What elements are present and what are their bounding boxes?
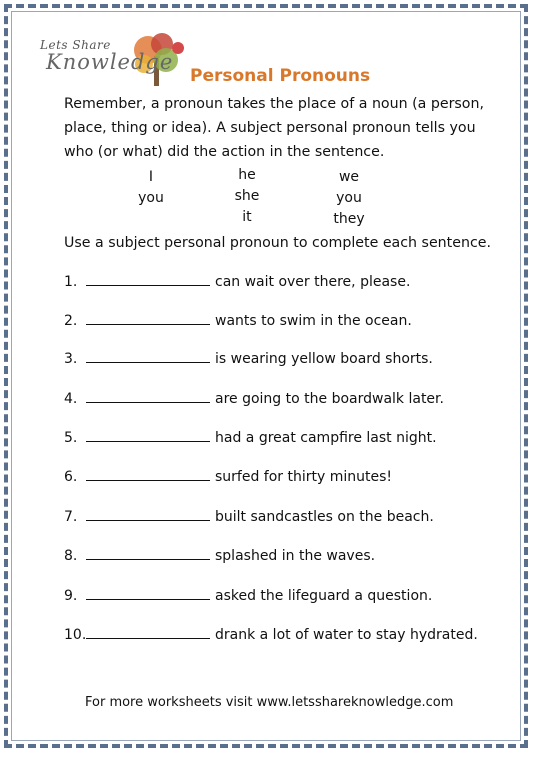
item-text: wants to swim in the ocean. (215, 313, 412, 329)
intro-line: Remember, a pronoun takes the place of a noun (a person, (64, 96, 484, 112)
answer-blank[interactable] (86, 585, 210, 600)
answer-blank[interactable] (86, 388, 210, 403)
item-text: drank a lot of water to stay hydrated. (215, 627, 478, 643)
site-logo (36, 28, 186, 88)
item-number: 6. (64, 469, 78, 485)
pronoun: they (333, 211, 365, 227)
pronoun: I (148, 169, 154, 185)
item-number: 8. (64, 548, 78, 564)
page-title: Personal Pronouns (190, 66, 371, 86)
pronoun: she (234, 188, 260, 204)
exercise-item (64, 348, 433, 367)
pronoun: it (242, 209, 252, 225)
instruction-text: Use a subject personal pronoun to complete each sentence. (64, 235, 491, 251)
exercise-item (64, 624, 478, 643)
pronoun: you (138, 190, 164, 206)
exercise-item (64, 310, 412, 329)
pronoun: you (336, 190, 362, 206)
exercise-item (64, 427, 437, 446)
logo-text-line1: Lets Share (40, 38, 111, 52)
exercise-item (64, 466, 392, 485)
item-text: are going to the boardwalk later. (215, 391, 444, 407)
answer-blank[interactable] (86, 624, 210, 639)
answer-blank[interactable] (86, 466, 210, 481)
pronoun: he (238, 167, 256, 183)
item-number: 4. (64, 391, 78, 407)
answer-blank[interactable] (86, 427, 210, 442)
intro-paragraph (64, 92, 494, 164)
item-number: 2. (64, 313, 78, 329)
exercise-item (64, 506, 434, 525)
pronoun-column-plural (324, 167, 374, 230)
item-text: asked the lifeguard a question. (215, 588, 433, 604)
item-number: 7. (64, 509, 78, 525)
intro-line: who (or what) did the action in the sentence. (64, 144, 385, 160)
item-text: surfed for thirty minutes! (215, 469, 393, 485)
exercise-item (64, 388, 444, 407)
pronoun-column-third (222, 165, 272, 228)
answer-blank[interactable] (86, 506, 210, 521)
item-number: 3. (64, 351, 78, 367)
answer-blank[interactable] (86, 310, 210, 325)
exercise-item (64, 545, 375, 564)
item-text: built sandcastles on the beach. (215, 509, 434, 525)
item-text: can wait over there, please. (215, 274, 411, 290)
intro-line: place, thing or idea). A subject personal pronoun tells you (64, 120, 476, 136)
answer-blank[interactable] (86, 545, 210, 560)
item-text: had a great campfire last night. (215, 430, 437, 446)
logo-text-line2: Knowledge (46, 50, 174, 74)
item-number: 9. (64, 588, 78, 604)
footer-text: For more worksheets visit www.letsshareknowledge.com (85, 695, 454, 710)
item-text: is wearing yellow board shorts. (215, 351, 433, 367)
answer-blank[interactable] (86, 271, 210, 286)
answer-blank[interactable] (86, 348, 210, 363)
exercise-item (64, 585, 432, 604)
item-number: 10. (64, 627, 87, 643)
item-text: splashed in the waves. (215, 548, 376, 564)
exercise-item (64, 271, 410, 290)
item-number: 5. (64, 430, 78, 446)
pronoun-column-singular-first (126, 167, 176, 209)
pronoun: we (338, 169, 360, 185)
item-number: 1. (64, 274, 78, 290)
